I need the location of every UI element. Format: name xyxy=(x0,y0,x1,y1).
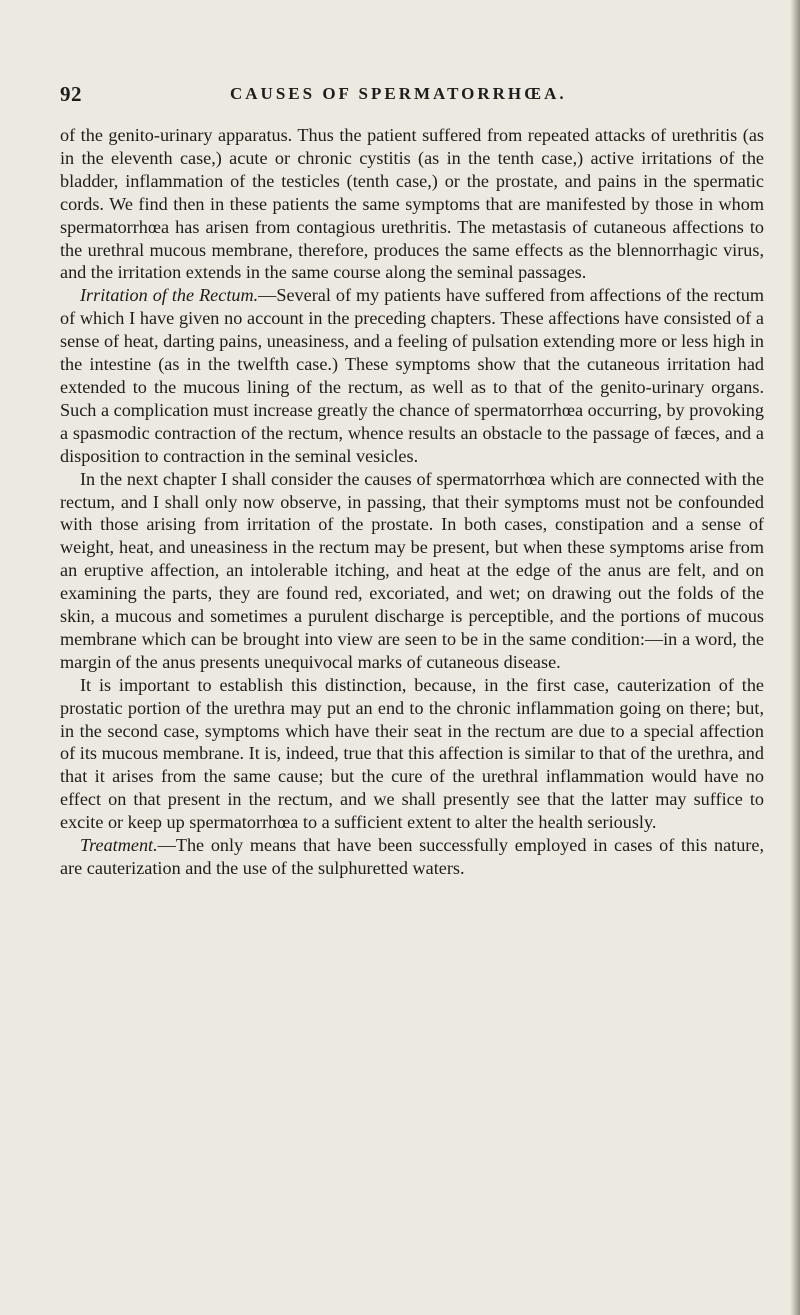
page-number: 92 xyxy=(60,82,82,106)
section-heading-treatment: Treatment. xyxy=(80,835,158,856)
page-edge-shadow xyxy=(790,0,800,1315)
paragraph-3 xyxy=(60,468,764,674)
paragraph-5-text: —The only means that have been successfully employed in cases of this nature, are cauterization and the use of the sulphuretted waters. xyxy=(60,835,764,878)
paragraph-4-text: It is important to establish this distinction, because, in the first case, cauterization of the prostatic portion of the urethra may put an end to the chronic inflammation going on there; but, in the second case, symptoms which have their seat in the rectum are due to a special affection of its mucous membrane. It is, indeed, true that this affection is similar to that of the urethra, and that it arises from the same cause; but the cure of the urethral inflammation would have no effect on that present in the rectum, and we shall presently see that the latter may suffice to excite or keep up spermatorrhœa to a sufficient extent to alter the health seriously. xyxy=(60,674,764,833)
paragraph-1 xyxy=(60,124,764,284)
paragraph-2 xyxy=(60,284,764,467)
section-heading-irritation-of-rectum: Irritation of the Rectum. xyxy=(80,285,259,306)
running-head xyxy=(60,82,760,112)
paragraph-1-text: of the genito-urinary apparatus. Thus the patient suffered from repeated attacks of urethritis (as in the eleventh case,) acute or chronic cystitis (as in the tenth case,) active irritations of the bladder, inflammation of the testicles (tenth case,) or the prostate, and pains in the spermatic cords. We find then in these patients the same symptoms that are manifested by those in whom spermatorrhœa has arisen from contagious urethritis. The metastasis of cutaneous affections to the urethral mucous membrane, therefore, produces the same effects as the blennorrhagic virus, and the irritation extends in the same course along the seminal passages. xyxy=(60,125,764,283)
running-title: CAUSES OF SPERMATORRHŒA. xyxy=(230,84,567,103)
paragraph-5 xyxy=(60,834,764,880)
paragraph-3-text: In the next chapter I shall consider the causes of spermatorrhœa which are connected with the rectum, and I shall only now observe, in passing, that their symptoms must not be confounded with those arising from irritation of the prostate. In both cases, constipation and a sense of weight, heat, and uneasiness in the rectum may be present, but when these symptoms arise from an eruptive affection, an intolerable itching, and heat at the edge of the anus are felt, and on examining the parts, they are found red, excoriated, and wet; on drawing out the folds of the skin, a mucous and sometimes a purulent discharge is perceptible, and the portions of mucous membrane which can be brought into view are seen to be in the same condition:—in a word, the margin of the anus presents unequivocal marks of cutaneous disease. xyxy=(60,468,764,672)
paragraph-4 xyxy=(60,674,764,834)
paragraph-2-text: —Several of my patients have suffered from affections of the rectum of which I have given no account in the preceding chapters. These affections have consisted of a sense of heat, darting pains, uneasiness, and a feeling of pulsation extending more or less high in the intestine (as in the twelfth case.) These symptoms show that the cutaneous irritation had extended to the mucous lining of the rectum, as well as to that of the genito-urinary organs. Such a complication must increase greatly the chance of spermatorrhœa occurring, by provoking a spasmodic contraction of the rectum, whence results an obstacle to the passage of fæces, and a disposition to contraction in the seminal vesicles. xyxy=(60,285,765,466)
body-text xyxy=(60,124,764,880)
